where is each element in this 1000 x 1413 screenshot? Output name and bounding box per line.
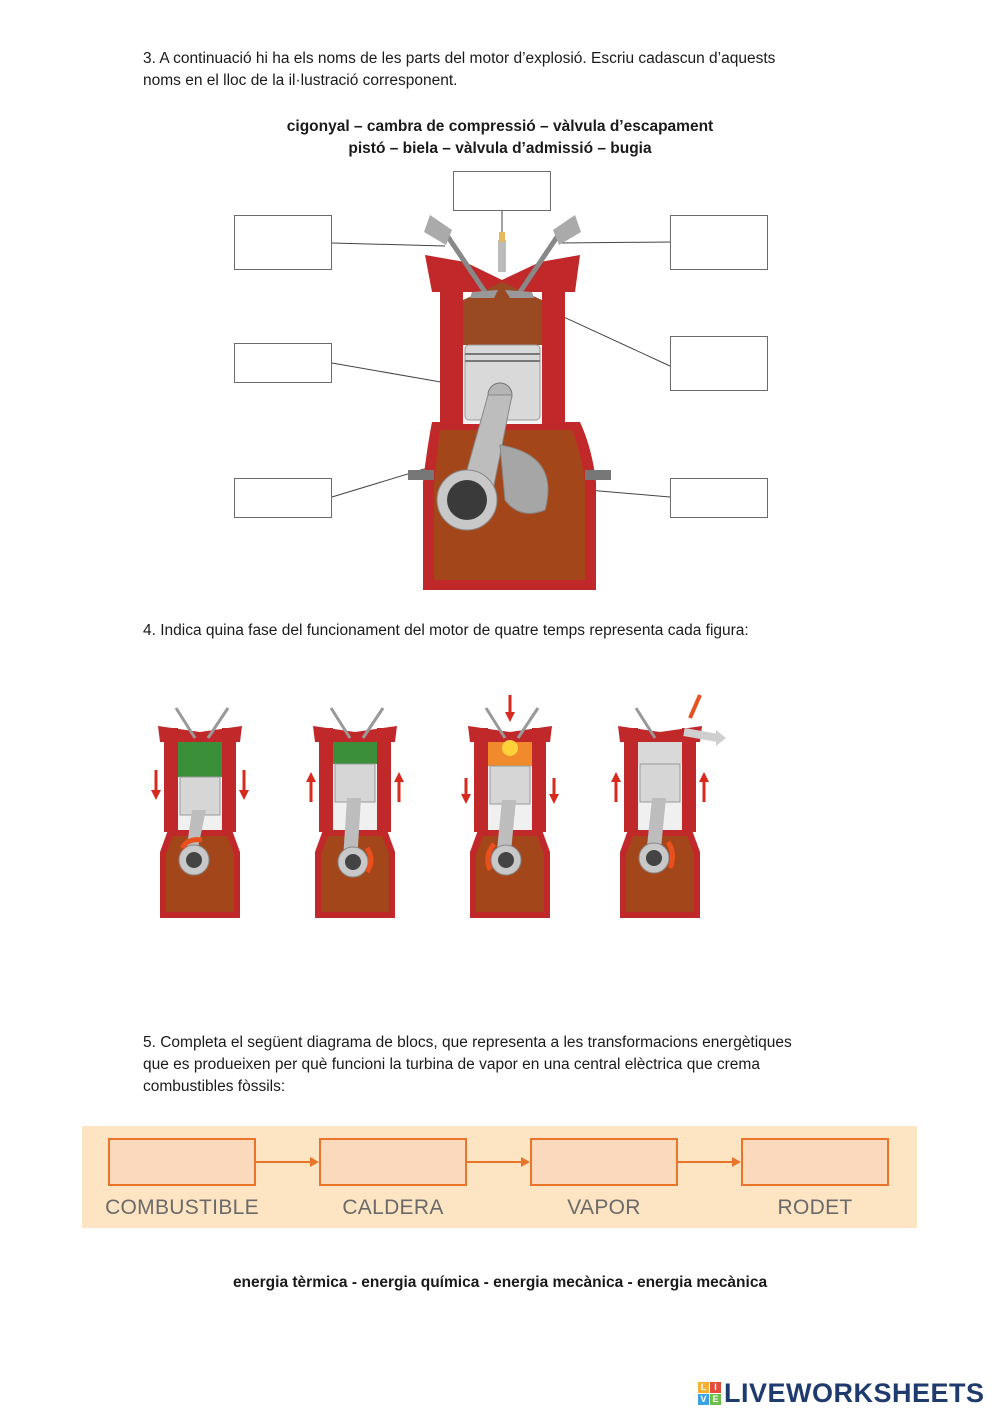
q3-word-bank: cigonyal – cambra de compressió – vàlvula d’escapament pistó – biela – vàlvula d’admissió – bugia <box>286 118 714 157</box>
flow-label-combustible: COMBUSTIBLE <box>105 1196 259 1219</box>
answer-box-lower-right[interactable] <box>670 478 768 518</box>
engine-diagram <box>0 0 1000 600</box>
phase-figure-1 <box>151 708 249 918</box>
flow-label-rodet: RODET <box>777 1196 853 1219</box>
question-5-text: 5. Completa el següent diagrama de blocs, que representa a les transformacions energètiques que es produeixen per què funcioni la turbina de vapor en una central elèctrica que crema combustibles fòssils: <box>143 1034 792 1095</box>
cylinder-wall-right <box>542 288 565 424</box>
four-stroke-figures <box>140 690 740 930</box>
answer-box-upper-right[interactable] <box>670 215 768 270</box>
cylinder-wall-left <box>440 288 463 424</box>
flow-label-caldera: CALDERA <box>342 1196 444 1219</box>
answer-box-top[interactable] <box>453 171 551 211</box>
answer-box-middle-right[interactable] <box>670 336 768 391</box>
mount-left <box>408 470 434 480</box>
phase-figure-2 <box>306 708 404 918</box>
question-3-text: 3. A continuació hi ha els noms de les parts del motor d’explosió. Escriu cadascun d’aquests noms en el lloc de la il·lustració corresponent. <box>143 50 776 89</box>
question-4-text: 4. Indica quina fase del funcionament del motor de quatre temps representa cada figura: <box>143 622 749 639</box>
phase-figure-4 <box>611 695 726 918</box>
q5-word-bank: energia tèrmica - energia química - energia mecànica - energia mecànica <box>232 1274 768 1291</box>
mount-right <box>585 470 611 480</box>
answer-box-upper-left[interactable] <box>234 215 332 270</box>
phase-figure-3 <box>461 695 559 918</box>
spark-plug <box>498 232 506 272</box>
answer-box-middle-left[interactable] <box>234 343 332 383</box>
flow-label-vapor: VAPOR <box>567 1196 641 1219</box>
liveworksheets-logo <box>698 1378 985 1408</box>
brand-text: LIVEWORKSHEETS <box>724 1377 985 1408</box>
logo-mark-icon: L I V E <box>698 1382 721 1405</box>
answer-box-lower-left[interactable] <box>234 478 332 518</box>
block-diagram <box>82 1126 917 1228</box>
